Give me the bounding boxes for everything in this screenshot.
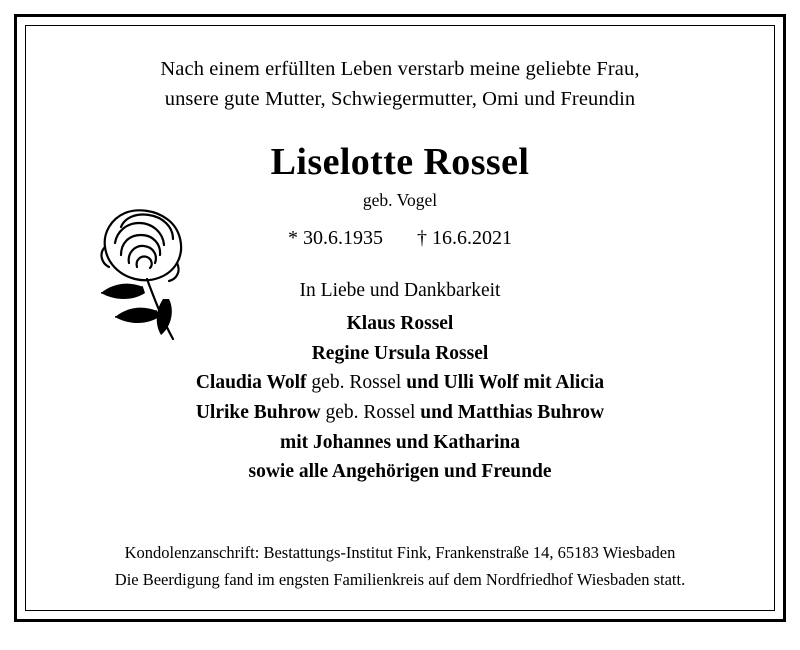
birth-date: * 30.6.1935 (288, 227, 383, 250)
family-bold-1: Klaus Rossel (346, 313, 454, 335)
life-dates (51, 227, 749, 250)
family-bold-1: Ulrike Buhrow (195, 402, 321, 424)
death-date: † 16.6.2021 (417, 227, 512, 250)
list-item (51, 368, 749, 398)
family-regular: geb. Rossel (325, 402, 416, 424)
family-bold-2: und Ulli Wolf mit Alicia (406, 372, 605, 394)
family-bold-1: mit Johannes und Katharina (279, 431, 521, 453)
condolence-address: Kondolenzanschrift: Bestattungs-Institut Fink, Frankenstraße 14, 65183 Wiesbaden (124, 543, 676, 563)
family-list (51, 309, 749, 487)
list-item (51, 339, 749, 369)
footer-text (51, 540, 749, 593)
obituary-card (14, 14, 786, 622)
list-item (51, 457, 749, 487)
list-item (51, 309, 749, 339)
funeral-note: Die Beerdigung fand im engsten Familienkreis auf dem Nordfriedhof Wiesbaden statt. (114, 569, 686, 589)
list-item (51, 428, 749, 458)
family-bold-2: und Matthias Buhrow (420, 402, 605, 424)
family-bold-1: Claudia Wolf (195, 372, 307, 394)
family-bold-1: Regine Ursula Rossel (311, 342, 489, 364)
deceased-name: Liselotte Rossel (270, 141, 530, 184)
intro-line-1: Nach einem erfüllten Leben verstarb meine geliebte Frau, (160, 58, 640, 80)
family-regular: geb. Rossel (311, 372, 402, 394)
intro-text (51, 55, 749, 114)
tribute-text: In Liebe und Dankbarkeit (299, 280, 501, 302)
maiden-name: geb. Vogel (362, 190, 438, 211)
family-bold-1: sowie alle Angehörigen und Freunde (248, 461, 552, 483)
intro-line-2: unsere gute Mutter, Schwiegermutter, Omi und Freundin (164, 87, 636, 110)
list-item (51, 398, 749, 428)
notice-content (17, 17, 783, 619)
